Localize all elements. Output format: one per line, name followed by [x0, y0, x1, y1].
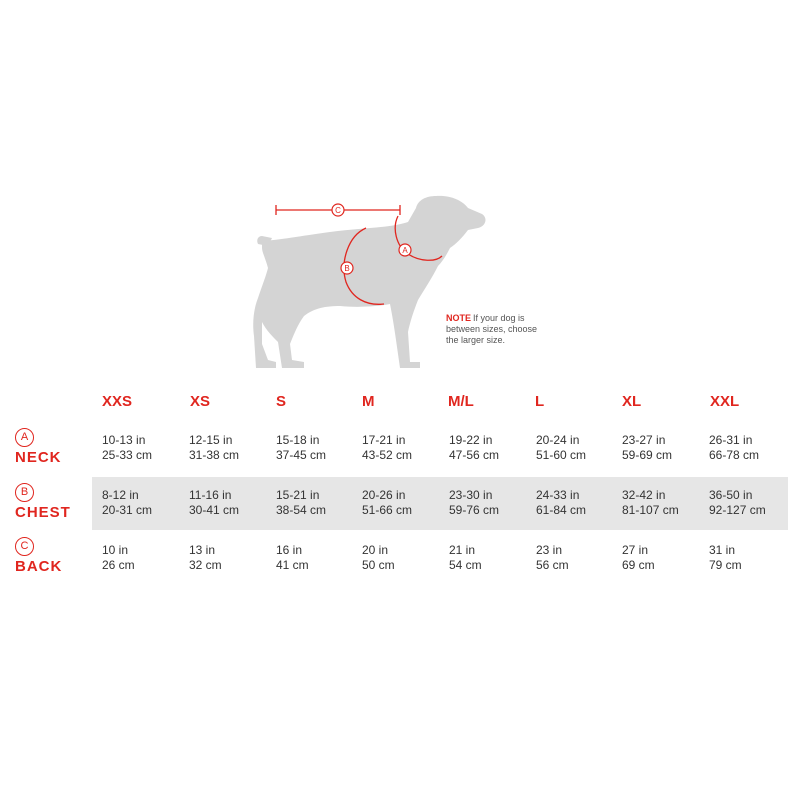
chest-cell-xxs: 8-12 in 20-31 cm [102, 488, 153, 517]
back-cell-xs: 13 in 32 cm [189, 543, 222, 572]
neck-cell-ml: 19-22 in 47-56 cm [449, 433, 500, 462]
row-label-neck [15, 428, 62, 466]
chest-cell-xs: 11-16 in 30-41 cm [189, 488, 240, 517]
back-cell-xl: 27 in 69 cm [622, 543, 655, 572]
neck-cell-m: 17-21 in 43-52 cm [362, 433, 413, 462]
back-label: BACK [15, 558, 63, 575]
back-cell-xxl: 31 in 79 cm [709, 543, 742, 572]
neck-label: NECK [15, 449, 62, 466]
size-header-xl: XL [622, 393, 642, 410]
chest-cell-xl: 32-42 in 81-107 cm [622, 488, 679, 517]
back-letter-badge: C [15, 537, 34, 556]
back-cell-l: 23 in 56 cm [536, 543, 569, 572]
note-label: NOTE [446, 313, 472, 323]
size-header-xs: XS [190, 393, 211, 410]
size-header-xxs: XXS [102, 393, 133, 410]
neck-cell-xs: 12-15 in 31-38 cm [189, 433, 240, 462]
chest-cell-l: 24-33 in 61-84 cm [536, 488, 587, 517]
size-note [446, 313, 546, 346]
neck-cell-s: 15-18 in 37-45 cm [276, 433, 327, 462]
chest-label: CHEST [15, 504, 71, 521]
chest-letter-badge: B [15, 483, 34, 502]
chest-cell-m: 20-26 in 51-66 cm [362, 488, 413, 517]
size-header-xxl: XXL [710, 393, 740, 410]
chest-cell-ml: 23-30 in 59-76 cm [449, 488, 500, 517]
row-label-chest [15, 483, 71, 521]
chest-cell-s: 15-21 in 38-54 cm [276, 488, 327, 517]
neck-cell-xxl: 26-31 in 66-78 cm [709, 433, 760, 462]
neck-marker-letter: A [402, 246, 408, 255]
size-header-m: M [362, 393, 375, 410]
size-header-s: S [276, 393, 287, 410]
row-label-back [15, 537, 62, 575]
chest-marker-letter: B [344, 264, 350, 273]
back-cell-ml: 21 in 54 cm [449, 543, 482, 572]
chest-cell-xxl: 36-50 in 92-127 cm [709, 488, 766, 517]
size-header-ml: M/L [448, 393, 474, 410]
note-text: If your dog is between sizes, choose the larger size. [446, 313, 538, 345]
neck-cell-l: 20-24 in 51-60 cm [536, 433, 587, 462]
neck-cell-xxs: 10-13 in 25-33 cm [102, 433, 153, 462]
neck-letter-badge: A [15, 428, 34, 447]
back-cell-xxs: 10 in 26 cm [102, 543, 135, 572]
neck-cell-xl: 23-27 in 59-69 cm [622, 433, 673, 462]
back-cell-s: 16 in 41 cm [276, 543, 309, 572]
back-cell-m: 20 in 50 cm [362, 543, 395, 572]
back-marker-letter: C [335, 206, 341, 215]
size-header-l: L [535, 393, 545, 410]
